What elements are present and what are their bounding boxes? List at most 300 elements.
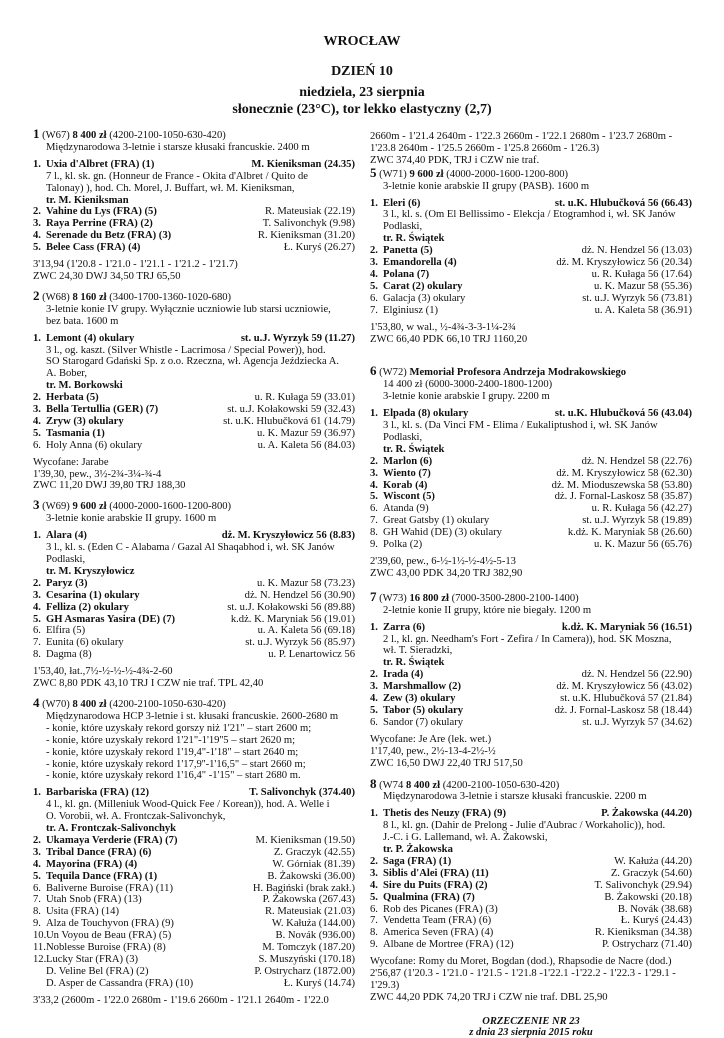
place-number: 9. bbox=[33, 918, 41, 930]
jockey-odds: k.dż. K. Maryniak 58 (26.60) bbox=[567, 527, 692, 539]
trainer-name: tr. M. Kieniksman bbox=[46, 194, 129, 206]
jockey-odds: u. K. Mazur 59 (36.97) bbox=[257, 427, 355, 439]
place-number: 1. bbox=[33, 530, 41, 542]
result-row bbox=[370, 681, 692, 693]
result-row bbox=[370, 622, 692, 634]
place-number: 4. bbox=[370, 879, 378, 891]
horse-name: Wiento (7) bbox=[383, 467, 431, 479]
result-row bbox=[33, 637, 355, 649]
horse-name: Tabor (5) okulary bbox=[383, 704, 464, 716]
horse-cell bbox=[33, 966, 149, 978]
result-row bbox=[370, 527, 692, 539]
place-number: 8. bbox=[33, 649, 41, 661]
horse-name: Serenade du Betz (FRA) (3) bbox=[46, 230, 172, 242]
jockey-odds: Ł. Kuryś (24.43) bbox=[620, 915, 692, 927]
place-number: 7. bbox=[370, 515, 378, 527]
horse-cell bbox=[370, 868, 489, 880]
horse-name: Uxia d'Albret (FRA) (1) bbox=[46, 158, 155, 170]
race-block bbox=[33, 287, 355, 493]
horse-name: Great Gatsby (1) okulary bbox=[383, 515, 490, 527]
results-list bbox=[370, 622, 692, 729]
result-row bbox=[33, 906, 355, 918]
jockey-odds: u. A. Kaleta 56 (84.03) bbox=[257, 439, 355, 451]
race-block bbox=[370, 365, 692, 579]
horse-cell bbox=[370, 622, 425, 634]
result-row bbox=[33, 942, 355, 954]
result-row bbox=[370, 856, 692, 868]
horse-cell bbox=[33, 440, 142, 452]
result-row bbox=[370, 808, 692, 820]
horse-name: Raya Perrine (FRA) (2) bbox=[46, 218, 153, 230]
horse-name: Lemont (4) okulary bbox=[46, 332, 135, 344]
result-row bbox=[370, 468, 692, 480]
footer-line: ZWC 44,20 PDK 74,20 TRJ i CZW nie traf. DBL 25,90 bbox=[370, 991, 608, 1003]
result-row bbox=[370, 539, 692, 551]
trainer-name: tr. P. Żakowska bbox=[383, 844, 453, 856]
horse-cell bbox=[370, 856, 451, 868]
horse-name: Holy Anna (6) okulary bbox=[46, 439, 143, 451]
horse-cell bbox=[33, 602, 129, 614]
jockey-odds: dż. J. Fornal-Laskosz 58 (18.44) bbox=[554, 704, 692, 716]
result-row bbox=[33, 835, 355, 847]
race-condition: - konie, które uzyskały rekord 1'21"-1'19''5 – start 2620 m; bbox=[46, 734, 296, 746]
place-number: 5. bbox=[370, 891, 378, 903]
place-number: 5. bbox=[33, 870, 41, 882]
horse-cell bbox=[33, 333, 134, 345]
race-prize: 8 160 zł bbox=[72, 291, 107, 303]
prize-split: (7000-3500-2800-2100-1400) bbox=[451, 592, 579, 604]
horse-name: Tribal Dance (FRA) (6) bbox=[46, 846, 152, 858]
place-number: 1. bbox=[370, 808, 378, 820]
place-number: 1. bbox=[33, 787, 41, 799]
result-row bbox=[33, 871, 355, 883]
trainer-line bbox=[33, 566, 355, 578]
footer-line: ZWC 66,40 PDK 66,10 TRJ 1160,20 bbox=[370, 333, 528, 345]
horse-cell bbox=[370, 904, 498, 916]
horse-name: Ukamaya Verderie (FRA) (7) bbox=[46, 834, 178, 846]
race-code: (W70) bbox=[42, 698, 70, 710]
race-code: (W72) bbox=[379, 367, 407, 379]
result-row bbox=[370, 281, 692, 293]
race-prize: 9 600 zł bbox=[409, 168, 444, 180]
trainer-line bbox=[370, 233, 692, 245]
horse-cell bbox=[33, 847, 151, 859]
race-number: 1 bbox=[33, 126, 40, 141]
place-number: 7. bbox=[33, 637, 41, 649]
horse-cell bbox=[370, 456, 432, 468]
footer-line: 2660m - 1'21.4 2640m - 1'22.3 2660m - 1'22.1 2680m - 1'23.7 2680m - bbox=[370, 131, 673, 142]
result-row bbox=[33, 578, 355, 590]
horse-cell bbox=[33, 835, 178, 847]
jockey-odds: u. K. Mazur 58 (73.23) bbox=[257, 577, 355, 589]
horse-name: Zarra (6) bbox=[383, 621, 426, 633]
place-number: 1. bbox=[33, 332, 41, 344]
result-row bbox=[33, 218, 355, 230]
result-row bbox=[33, 530, 355, 542]
horse-cell bbox=[33, 242, 140, 254]
jockey-odds: dż. N. Hendzel 56 (22.90) bbox=[581, 669, 692, 681]
result-row bbox=[33, 230, 355, 242]
horse-name: Vendetta Team (FRA) (6) bbox=[383, 915, 492, 927]
place-number bbox=[33, 966, 46, 978]
horse-name: Dagma (8) bbox=[46, 649, 92, 661]
place-number bbox=[33, 978, 46, 990]
horse-name: Belee Cass (FRA) (4) bbox=[46, 242, 141, 254]
jockey-odds: dż. J. Fornal-Laskosz 58 (35.87) bbox=[554, 491, 692, 503]
horse-name: Un Voyou de Beau (FRA) (5) bbox=[46, 930, 172, 942]
prize-split: (4000-2000-1600-1200-800) bbox=[109, 501, 232, 513]
trainer-line bbox=[33, 380, 355, 392]
race-footer bbox=[370, 956, 692, 1004]
winner-details: 2 l., kl. gn. Needham's Fort - Zefira / In Camera)), hod. SK Moszna, bbox=[383, 633, 672, 645]
horse-name: Albane de Mortree (FRA) (12) bbox=[383, 939, 514, 951]
horse-cell bbox=[370, 915, 491, 927]
winner-details: SO Starogard Gdański Sp. z o.o. Rzeczna, wł. Agencja Jeździecka A. bbox=[46, 356, 340, 368]
winner-details: A. Bober, bbox=[46, 368, 88, 380]
place-number: 4. bbox=[33, 858, 41, 870]
place-number: 6. bbox=[33, 439, 41, 451]
day-title: DZIEŃ 10 bbox=[331, 64, 393, 79]
jockey-odds: u. R. Kułaga 56 (17.64) bbox=[591, 268, 692, 280]
horse-name: Rob des Picanes (FRA) (3) bbox=[383, 903, 498, 915]
place-number: 4. bbox=[33, 230, 41, 242]
place-number: 5. bbox=[370, 280, 378, 292]
race-block bbox=[33, 499, 355, 690]
place-number: 2. bbox=[33, 206, 41, 218]
result-row bbox=[370, 198, 692, 210]
result-row bbox=[33, 978, 355, 990]
winner-details: 3 l., og. kaszt. (Silver Whistle - Lacrimosa / Special Power)), hod. bbox=[46, 344, 326, 356]
place-number: 6. bbox=[370, 903, 378, 915]
place-number: 5. bbox=[370, 704, 378, 716]
horse-cell bbox=[370, 880, 488, 892]
place-number: 7. bbox=[370, 915, 378, 927]
jockey-odds: P. Ostrycharz (1872.00) bbox=[254, 965, 355, 977]
place-number: 5. bbox=[33, 242, 41, 254]
jockey-odds: S. Muszyński (170.18) bbox=[258, 954, 355, 965]
race-condition: Międzynarodowa 3-letnie i starsze kłusaki francuskie. 2400 m bbox=[46, 141, 310, 153]
jockey-odds: H. Bagiński (brak zakł.) bbox=[252, 882, 355, 894]
jockey-odds: W. Górniak (81.39) bbox=[272, 858, 355, 870]
race-footer bbox=[33, 995, 355, 1007]
horse-cell bbox=[33, 590, 140, 602]
horse-cell bbox=[370, 669, 423, 681]
place-number: 8. bbox=[370, 527, 378, 539]
result-row bbox=[370, 915, 692, 927]
horse-cell bbox=[370, 527, 502, 539]
race-block bbox=[370, 164, 692, 346]
race-prize: 8 400 zł bbox=[72, 130, 107, 141]
result-row bbox=[370, 491, 692, 503]
jockey-odds: Ł. Kuryś (26.27) bbox=[283, 242, 355, 254]
horse-name: Qualmina (FRA) (7) bbox=[383, 891, 475, 903]
place-number: 5. bbox=[33, 613, 41, 625]
horse-cell bbox=[370, 539, 422, 551]
place-number: 8. bbox=[370, 927, 378, 939]
race-condition: Międzynarodowa HCP 3-letnie i st. kłusaki francuskie. 2600-2680 m bbox=[46, 710, 339, 722]
horse-cell bbox=[33, 625, 85, 637]
place-number: 5. bbox=[33, 427, 41, 439]
horse-cell bbox=[33, 218, 153, 230]
place-number: 2. bbox=[33, 834, 41, 846]
prize-split: (4200-2100-1050-630-420) bbox=[109, 698, 226, 710]
place-number: 6. bbox=[370, 503, 378, 515]
jockey-odds: st. u.J. Kołakowski 56 (89.88) bbox=[227, 601, 355, 613]
horse-name: Noblesse Buroise (FRA) (8) bbox=[46, 942, 166, 954]
trainer-line bbox=[33, 195, 355, 207]
place-number: 3. bbox=[370, 867, 378, 879]
place-number: 2. bbox=[370, 245, 378, 257]
result-row bbox=[370, 456, 692, 468]
horse-cell bbox=[370, 480, 427, 492]
horse-name: Usita (FRA) (14) bbox=[46, 906, 119, 918]
result-row bbox=[33, 428, 355, 440]
jockey-odds: Z. Graczyk (42.55) bbox=[273, 846, 355, 858]
jockey-odds: st. u.K. Hlubučková 57 (21.84) bbox=[560, 693, 692, 705]
place-number: 4. bbox=[33, 415, 41, 427]
place-number: 4. bbox=[370, 268, 378, 280]
horse-cell bbox=[33, 883, 173, 895]
horse-cell bbox=[370, 705, 463, 717]
horse-cell bbox=[33, 942, 166, 954]
horse-name: GH Asmaras Yasira (DE) (7) bbox=[46, 613, 176, 625]
result-row bbox=[370, 293, 692, 305]
horse-cell bbox=[33, 428, 105, 440]
result-row bbox=[370, 480, 692, 492]
jockey-odds: R. Kieniksman (31.20) bbox=[257, 230, 355, 242]
horse-name: Galacja (3) okulary bbox=[383, 292, 466, 304]
place-number: 12. bbox=[33, 954, 47, 965]
horse-name: Sire du Puits (FRA) (2) bbox=[383, 879, 488, 891]
result-row bbox=[33, 416, 355, 428]
trainer-name: tr. A. Frontczak-Salivonchyk bbox=[46, 823, 177, 835]
race-header bbox=[33, 694, 355, 711]
jockey-odds: P. Żakowska (267.43) bbox=[262, 894, 355, 906]
race-prize: 16 800 zł bbox=[409, 592, 449, 604]
footer-line: ZWC 24,30 DWJ 34,50 TRJ 65,50 bbox=[33, 270, 181, 282]
horse-name: Polka (2) bbox=[383, 539, 423, 551]
jockey-odds: st. u.J. Wyrzyk 56 (73.81) bbox=[582, 292, 692, 304]
horse-name: Marshmallow (2) bbox=[383, 681, 461, 693]
race-footer bbox=[33, 259, 355, 283]
race-header bbox=[33, 128, 355, 142]
jockey-odds: P. Żakowska (44.20) bbox=[601, 808, 692, 820]
jockey-odds: st. u.J. Kołakowski 59 (32.43) bbox=[227, 404, 355, 416]
horse-cell bbox=[370, 293, 465, 305]
place-number: 4. bbox=[370, 693, 378, 705]
jockey-odds: k.dż. K. Maryniak 56 (16.51) bbox=[561, 621, 692, 633]
result-row bbox=[370, 927, 692, 939]
footer-line: 2'56,87 (1'20.3 - 1'21.0 - 1'21.5 - 1'21.8 -1'22.1 -1'22.2 - 1'22.3 - 1'29.1 - bbox=[370, 968, 676, 980]
result-row bbox=[33, 954, 355, 966]
result-row bbox=[33, 602, 355, 614]
horse-name: Tasmania (1) bbox=[46, 427, 105, 439]
horse-name: Paryz (3) bbox=[46, 577, 88, 589]
horse-name: Utah Snob (FRA) (13) bbox=[46, 894, 142, 906]
jockey-odds: Z. Graczyk (54.60) bbox=[610, 867, 692, 879]
place-number: 10. bbox=[33, 930, 47, 942]
horse-cell bbox=[33, 159, 154, 171]
horse-cell bbox=[370, 939, 514, 951]
horse-name: Thetis des Neuzy (FRA) (9) bbox=[383, 808, 506, 820]
winner-details: O. Vorobii, wł. A. Frontczak-Salivonchyk, bbox=[46, 811, 226, 823]
race-block bbox=[33, 694, 355, 1007]
winner-details: 4 l., kl. gn. (Milleniuk Wood-Quick Fee / Korean)), hod. A. Welle i bbox=[46, 799, 330, 811]
race-condition: - konie, które uzyskały rekord 1'16,4" -1'15" – start 2680 m. bbox=[46, 770, 301, 782]
race-condition: 3-letnie konie IV grupy. Wyłącznie uczniowie lub starsi uczniowie, bbox=[46, 303, 331, 315]
result-row bbox=[370, 257, 692, 269]
result-row bbox=[33, 590, 355, 602]
horse-cell bbox=[370, 681, 461, 693]
place-number: 6. bbox=[33, 625, 41, 637]
jockey-odds: dż. M. Kryszyłowicz 56 (20.34) bbox=[556, 257, 692, 269]
footer-line: ZWC 11,20 DWJ 39,80 TRJ 188,30 bbox=[33, 480, 186, 492]
horse-cell bbox=[370, 257, 457, 269]
race-condition: bez bata. 1600 m bbox=[46, 315, 119, 327]
prize-split: (4200-2100-1050-630-420) bbox=[442, 779, 560, 791]
horse-name: Saga (FRA) (1) bbox=[383, 855, 452, 867]
race-condition: 2-letnie konie II grupy, które nie biegały. 1200 m bbox=[383, 604, 592, 616]
footer-line: 1'39,30, pew., 3½-2¾-3¼-¾-4 bbox=[33, 468, 162, 480]
jockey-odds: u. A. Kaleta 56 (69.18) bbox=[257, 625, 355, 637]
footer-line: 2'39,60, pew., 6-½-1½-½-4½-5-13 bbox=[370, 556, 516, 567]
horse-name: Elginiusz (1) bbox=[383, 304, 439, 316]
winner-details: 3 l., kl. s. (Da Vinci FM - Elima / Eukaliptushod i, wł. SK Janów bbox=[383, 420, 658, 432]
place-number: 6. bbox=[33, 882, 41, 894]
result-row bbox=[370, 939, 692, 951]
footer-line: 1'29.3) bbox=[370, 980, 400, 991]
results-list bbox=[33, 530, 355, 661]
horse-name: Eleri (6) bbox=[383, 197, 421, 209]
horse-cell bbox=[33, 894, 142, 906]
jockey-odds: W. Kałuża (44.20) bbox=[614, 855, 692, 867]
race-footer bbox=[370, 322, 692, 346]
place-number: 3. bbox=[370, 467, 378, 479]
place-number: 4. bbox=[370, 479, 378, 491]
race-header bbox=[370, 365, 692, 379]
trainer-line bbox=[33, 823, 355, 835]
horse-name: Carat (2) okulary bbox=[383, 280, 463, 292]
result-row bbox=[33, 894, 355, 906]
horse-cell bbox=[33, 637, 124, 649]
horse-name: Irada (4) bbox=[383, 669, 424, 681]
race-condition: 3-letnie konie arabskie II grupy (PASB). 1600 m bbox=[383, 180, 590, 192]
jockey-odds: W. Kałuża (144.00) bbox=[271, 918, 355, 930]
result-row bbox=[370, 868, 692, 880]
horse-cell bbox=[370, 245, 433, 257]
footer-line: Wycofane: Jarabe bbox=[33, 456, 109, 468]
jockey-odds: k.dż. K. Maryniak 56 (19.01) bbox=[230, 613, 355, 625]
horse-cell bbox=[33, 859, 137, 871]
jockey-odds: st. u.K. Hlubučková 56 (43.04) bbox=[554, 408, 692, 420]
race-block bbox=[33, 128, 355, 283]
race-footer bbox=[33, 666, 355, 690]
race-number: 3 bbox=[33, 497, 40, 513]
winner-details: J.-C. i G. Lallemand, wł. A. Żakowski, bbox=[383, 832, 548, 844]
result-row bbox=[370, 880, 692, 892]
result-row bbox=[33, 614, 355, 626]
footer-line: 3'13,94 (1'20.8 - 1'21.0 - 1'21.1 - 1'21.2 - 1'21.7) bbox=[33, 259, 238, 271]
race-number: 4 bbox=[33, 694, 40, 710]
jockey-odds: st. u.J. Wyrzyk 56 (85.97) bbox=[245, 637, 355, 649]
place-number: 2. bbox=[370, 855, 378, 867]
city-title: WROCŁAW bbox=[323, 34, 401, 49]
prize-split: (3400-1700-1360-1020-680) bbox=[109, 291, 232, 303]
jockey-odds: R. Mateusiak (21.03) bbox=[264, 906, 355, 918]
race-code: (W71) bbox=[379, 168, 407, 180]
horse-name: GH Wahid (DE) (3) okulary bbox=[383, 527, 502, 539]
jockey-odds: st. u.J. Wyrzyk 57 (34.62) bbox=[582, 716, 692, 728]
place-number: 7. bbox=[370, 304, 378, 316]
result-row bbox=[370, 515, 692, 527]
right-column bbox=[370, 131, 692, 1038]
horse-cell bbox=[370, 269, 429, 281]
race-header bbox=[33, 287, 355, 304]
horse-cell bbox=[33, 206, 157, 218]
place-number: 3. bbox=[370, 681, 378, 693]
trainer-name: tr. R. Świątek bbox=[383, 657, 445, 669]
result-row bbox=[33, 966, 355, 978]
jockey-odds: B. Żakowski (36.00) bbox=[267, 870, 355, 882]
race-block bbox=[370, 775, 692, 1004]
horse-name: Lucky Star (FRA) (3) bbox=[46, 954, 139, 965]
footer-line: ZWC 374,40 PDK, TRJ i CZW nie traf. bbox=[370, 154, 540, 166]
horse-cell bbox=[33, 787, 149, 799]
jockey-odds: M. Kieniksman (19.50) bbox=[255, 834, 355, 846]
trainer-name: tr. R. Świątek bbox=[383, 443, 445, 455]
winner-details: 3 l., kl. s. (Om El Bellissimo - Elekcja / Etogramhod i, wł. SK Janów bbox=[383, 209, 676, 221]
result-row bbox=[33, 392, 355, 404]
ruling-title: ORZECZENIE NR 23 bbox=[482, 1015, 580, 1027]
result-row bbox=[33, 440, 355, 452]
horse-cell bbox=[370, 281, 462, 293]
winner-details: wł. T. Sieradzki, bbox=[383, 645, 453, 657]
trainer-name: tr. M. Borkowski bbox=[46, 380, 123, 392]
jockey-odds: T. Salivonchyk (9.98) bbox=[262, 218, 355, 230]
result-row bbox=[33, 918, 355, 930]
place-number: 1. bbox=[33, 158, 41, 170]
winner-details: 7 l., kl. sk. gn. (Honneur de France - Okita d'Albret / Quito de bbox=[46, 170, 308, 182]
footer-line: Wycofane: Romy du Moret, Bogdan (dod.), Rhapsodie de Nacre (dod.) bbox=[370, 956, 672, 968]
jockey-odds: R. Kieniksman (34.38) bbox=[594, 927, 692, 939]
race-number: 8 bbox=[370, 775, 377, 791]
ruling-date: z dnia 23 sierpnia 2015 roku bbox=[469, 1026, 593, 1038]
footer-line: 1'53,40, łat.,7½-½-½-½-4¾-2-60 bbox=[33, 666, 173, 678]
result-row bbox=[33, 333, 355, 345]
horse-cell bbox=[33, 614, 175, 626]
result-row bbox=[33, 859, 355, 871]
horse-cell bbox=[33, 954, 138, 966]
horse-cell bbox=[33, 871, 157, 883]
race-block bbox=[370, 131, 692, 167]
race-header bbox=[370, 588, 692, 605]
race-header bbox=[33, 499, 355, 513]
race-condition: Międzynarodowa 3-letnie i starsze kłusaki francuskie. 2200 m bbox=[383, 791, 647, 803]
horse-name: Atanda (9) bbox=[383, 503, 429, 515]
horse-name: Elfira (5) bbox=[46, 625, 86, 637]
race-footer bbox=[33, 457, 355, 493]
result-row bbox=[33, 649, 355, 661]
jockey-odds: T. Salivonchyk (29.94) bbox=[594, 879, 692, 891]
jockey-odds: u. K. Mazur 56 (65.76) bbox=[594, 539, 692, 551]
horse-name: Mayorina (FRA) (4) bbox=[46, 858, 138, 870]
result-row bbox=[33, 242, 355, 254]
result-row bbox=[370, 669, 692, 681]
horse-cell bbox=[370, 717, 463, 729]
horse-name: D. Veline Bel (FRA) (2) bbox=[46, 965, 149, 977]
result-row bbox=[33, 625, 355, 637]
horse-name: Elpada (8) okulary bbox=[383, 408, 469, 420]
